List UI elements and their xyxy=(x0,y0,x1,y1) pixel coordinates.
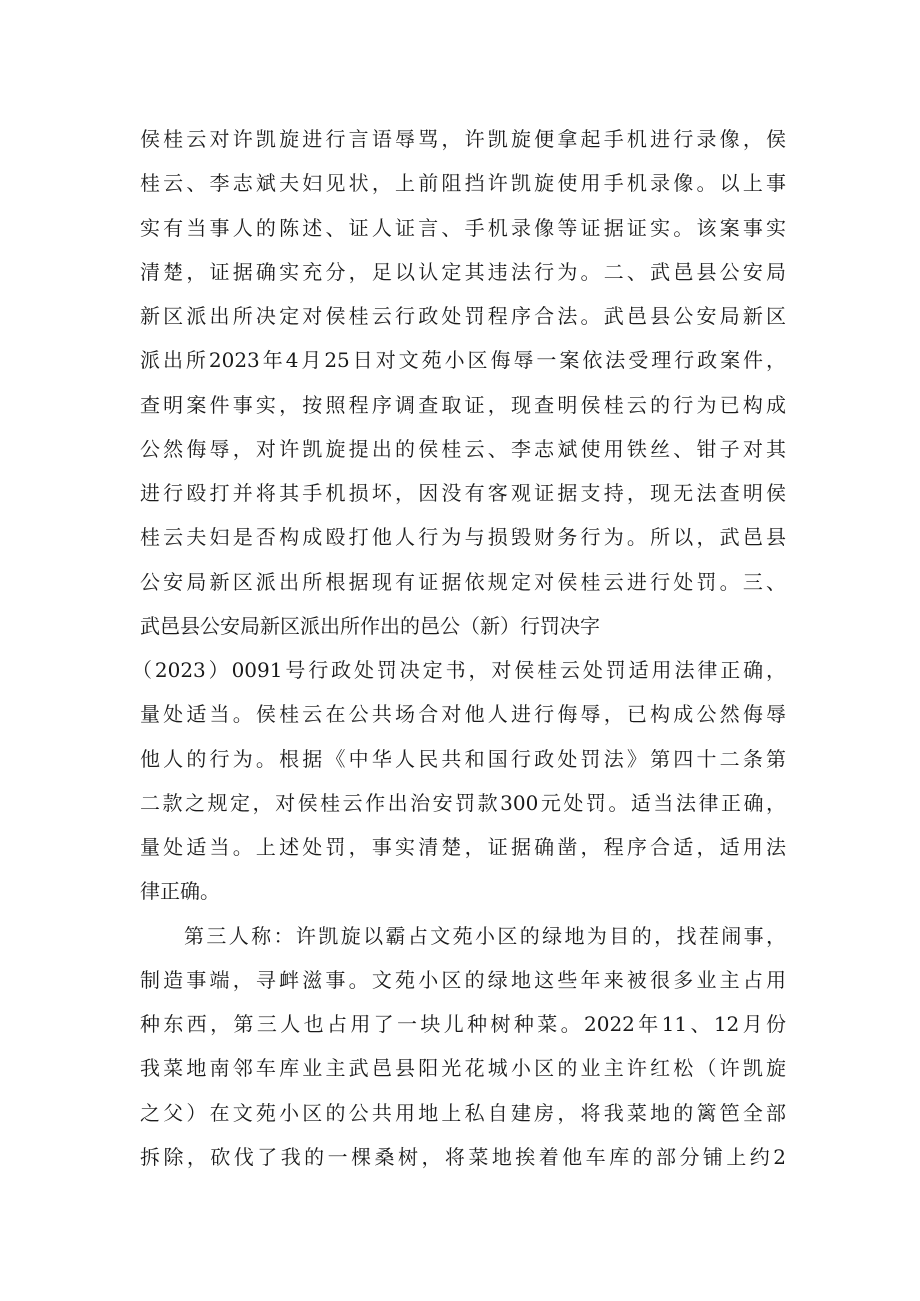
paragraph-2-line: 第三人称：许凯旋以霸占文苑小区的绿地为目的，找茬闹事， xyxy=(184,923,786,948)
paragraph-1-line: 桂云、李志斌夫妇见状，上前阻挡许凯旋使用手机录像。以上事 xyxy=(140,171,786,196)
paragraph-1-line: 律正确。 xyxy=(140,879,220,904)
paragraph-1-line: 武邑县公安局新区派出所作出的邑公（新）行罚决字 xyxy=(140,613,600,638)
paragraph-1-line: 公然侮辱，对许凯旋提出的侯桂云、李志斌使用铁丝、钳子对其 xyxy=(140,436,786,461)
paragraph-1-line: 他人的行为。根据《中华人民共和国行政处罚法》第四十二条第 xyxy=(140,746,786,771)
paragraph-1-line: 公安局新区派出所根据现有证据依规定对侯桂云进行处罚。三、 xyxy=(140,569,786,594)
paragraph-1-line: 进行殴打并将其手机损坏，因没有客观证据支持，现无法查明侯 xyxy=(140,481,786,505)
paragraph-2-line: 之父）在文苑小区的公共用地上私自建房，将我菜地的篱笆全部 xyxy=(140,1100,786,1125)
paragraph-1-line: 二款之规定，对侯桂云作出治安罚款300元处罚。适当法律正确， xyxy=(140,790,786,815)
paragraph-1-line: 清楚，证据确实充分，足以认定其违法行为。二、武邑县公安局 xyxy=(140,259,786,284)
paragraph-1-line: 桂云夫妇是否构成殴打他人行为与损毁财务行为。所以，武邑县 xyxy=(140,525,786,550)
paragraph-2-line: 制造事端，寻衅滋事。文苑小区的绿地这些年来被很多业主占用 xyxy=(140,967,786,992)
paragraph-1-line: 新区派出所决定对侯桂云行政处罚程序合法。武邑县公安局新区 xyxy=(140,304,786,328)
paragraph-1-line: （2023）0091号行政处罚决定书，对侯桂云处罚适用法律正确， xyxy=(132,658,786,682)
paragraph-1-line: 派出所2023年4月25日对文苑小区侮辱一案依法受理行政案件， xyxy=(140,348,786,373)
body-text xyxy=(132,117,786,1179)
paragraph-1-line: 量处适当。上述处罚，事实清楚，证据确凿，程序合适，适用法 xyxy=(140,835,786,859)
paragraph-1-line: 实有当事人的陈述、证人证言、手机录像等证据证实。该案事实 xyxy=(140,215,786,240)
paragraph-1-line: 查明案件事实，按照程序调查取证，现查明侯桂云的行为已构成 xyxy=(140,392,786,417)
paragraph-2-line: 拆除，砍伐了我的一棵桑树，将菜地挨着他车库的部分铺上约2 xyxy=(140,1144,786,1169)
paragraph-1-line: 量处适当。侯桂云在公共场合对他人进行侮辱，已构成公然侮辱 xyxy=(140,702,786,727)
paragraph-1-line: 侯桂云对许凯旋进行言语辱骂，许凯旋便拿起手机进行录像，侯 xyxy=(140,127,786,151)
paragraph-2-line: 我菜地南邻车库业主武邑县阳光花城小区的业主许红松（许凯旋 xyxy=(140,1056,786,1081)
paragraph-2-line: 种东西，第三人也占用了一块儿种树种菜。2022年11、12月份 xyxy=(140,1012,786,1036)
